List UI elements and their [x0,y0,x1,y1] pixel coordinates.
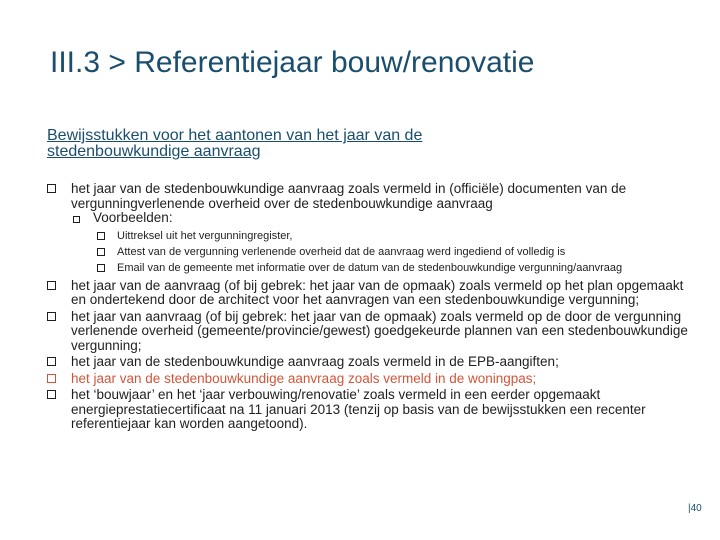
list-item [47,310,697,354]
list-item-text: het jaar van de stedenbouwkundige aanvraag zoals vermeld in (officiële) documenten van de vergunningverlenende overheid over de stedenbouwkundige aanvraag [71,181,627,211]
list-item-text: het ‘bouwjaar’ en het ‘jaar verbouwing/renovatie’ zoals vermeld in een eerder opgemaakt energieprestatiecertificaat na 11 januari 2013 (tenzij op basis van de bewijsstukken een recenter referentiejaar kan worden aangetoond). [71,387,646,431]
list-item-text: het jaar van de aanvraag (of bij gebrek: het jaar van de opmaak) zoals vermeld op het plan opgemaakt en ondertekend door de architect voor het aanvragen van een stedenbouwkundige vergunning; [71,277,684,307]
list-item [47,355,697,370]
checkbox-bullet-icon [47,390,56,399]
checkbox-bullet-icon [47,374,56,383]
checkbox-bullet-icon [47,281,56,290]
checkbox-bullet-icon [47,184,56,193]
list-item-text: Uittreksel uit het vergunningregister, [117,229,293,242]
checkbox-bullet-icon [97,232,105,240]
list-item [47,211,697,226]
list-item [47,182,697,211]
list-item [47,262,697,275]
section-subtitle: Bewijsstukken voor het aantonen van het jaar van de stedenbouwkundige aanvraag [47,127,423,160]
list-item-text: Email van de gemeente met informatie over de datum van de stedenbouwkundige vergunning/aanvraag [117,261,623,274]
checkbox-bullet-icon [47,357,56,366]
list-item [47,279,697,308]
bullet-list [47,182,697,432]
list-item-highlighted [47,372,697,387]
list-item-text: het jaar van aanvraag (of bij gebrek: het jaar van de opmaak) zoals vermeld op de door de vergunning verlenende overheid (gemeente/provincie/gewest) goedgekeurde plannen van een stedenbouwkundige vergunning; [71,308,688,353]
checkbox-bullet-icon [73,216,80,223]
checkbox-bullet-icon [97,264,105,272]
list-item [47,388,697,432]
checkbox-bullet-icon [47,312,56,321]
list-item [47,230,697,243]
list-item-text: het jaar van de stedenbouwkundige aanvraag zoals vermeld in de woningpas; [71,370,537,386]
list-item-text: Attest van de vergunning verlenende overheid dat de aanvraag werd ingediend of volledig is [117,245,566,258]
list-item-text: Voorbeelden: [93,210,173,225]
page-number: |40 [688,503,702,514]
list-item [47,246,697,259]
list-item-text: het jaar van de stedenbouwkundige aanvraag zoals vermeld in de EPB-aangiften; [71,354,559,369]
slide-title: III.3 > Referentiejaar bouw/renovatie [50,46,535,79]
checkbox-bullet-icon [97,248,105,256]
